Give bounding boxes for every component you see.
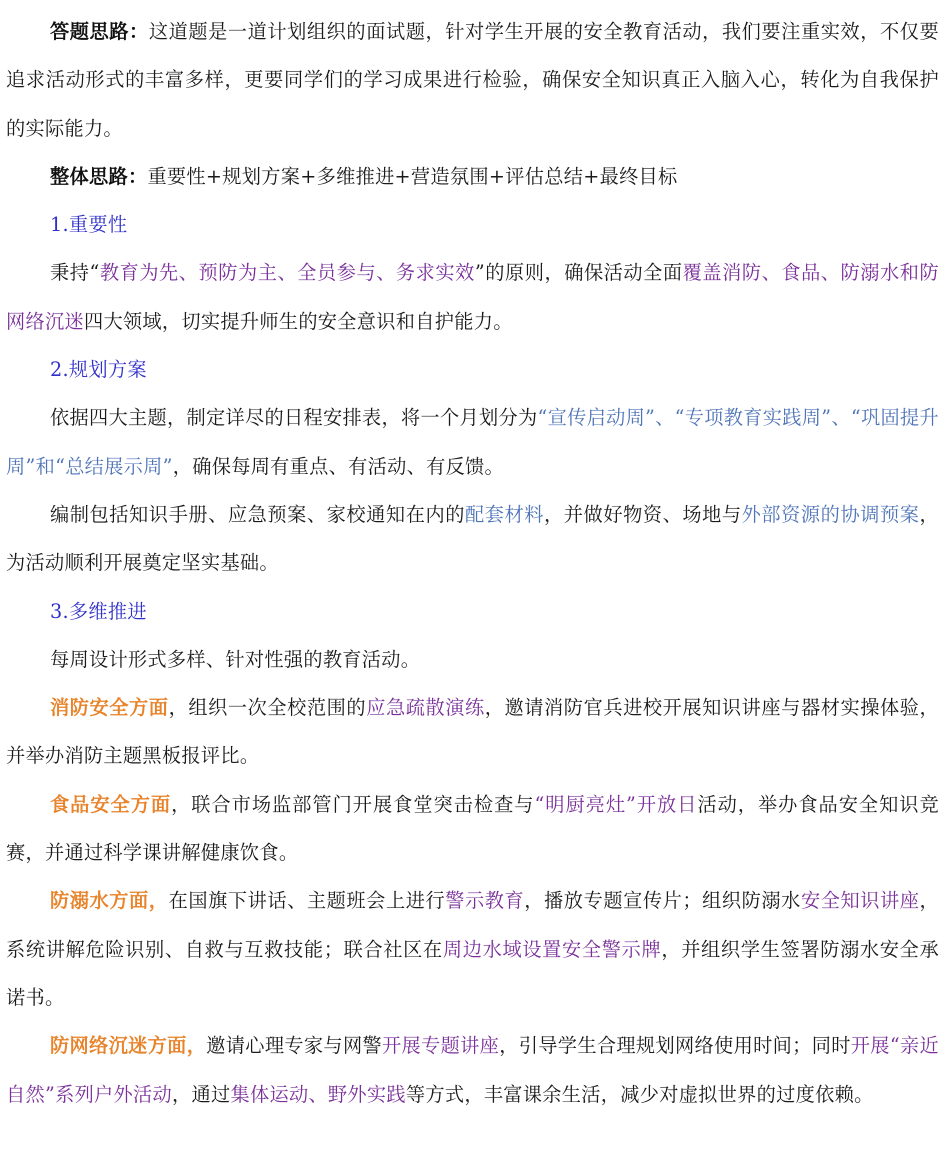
outdoor-activity-highlight: 开展“亲近自然”系列户外活动 bbox=[6, 1034, 939, 1106]
food-safety-label: 食品安全方面 bbox=[50, 792, 172, 816]
section-heading-importance: 1.重要性 bbox=[50, 213, 128, 237]
fire-safety-label: 消防安全方面 bbox=[50, 696, 169, 720]
overall-idea-text: 重要性+规划方案+多维推进+营造氛围+评估总结+最终目标 bbox=[147, 164, 678, 188]
importance-paragraph bbox=[6, 249, 939, 346]
text-span: ，并组织学生签署防溺水安全承诺书。 bbox=[6, 937, 939, 1009]
weeks-highlight: “宣传启动周”、“专项教育实践周”、“巩固提升周”和“总结展示周” bbox=[6, 406, 940, 478]
section-heading-plan: 2.规划方案 bbox=[50, 358, 147, 382]
answer-idea-text: 这道题是一道计划组织的面试题，针对学生开展的安全教育活动，我们要注重实效，不仅要追求活动形式的丰富多样，更要同学们的学习成果进行检验，确保安全知识真正入脑入心，转化为自我保护的实际能力。 bbox=[6, 20, 940, 140]
text-span: 依据四大主题，制定详尽的日程安排表，将一个月划分为 bbox=[50, 406, 538, 430]
drowning-label: 防溺水方面， bbox=[50, 889, 169, 913]
drowning-prevention-paragraph bbox=[6, 877, 939, 1022]
text-span: ，组织一次全校范围的 bbox=[168, 696, 367, 720]
food-safety-paragraph bbox=[6, 781, 939, 878]
principle-highlight: 教育为先、预防为主、全员参与、务求实效 bbox=[99, 261, 475, 285]
sports-practice-highlight: 集体运动、野外实践 bbox=[230, 1082, 406, 1106]
section-heading-multi: 3.多维推进 bbox=[50, 599, 147, 623]
text-span: ，联合市场监部管门开展食堂突击检查与 bbox=[171, 792, 535, 816]
text-span: 在国旗下讲话、主题班会上进行 bbox=[168, 889, 446, 913]
internet-addiction-paragraph bbox=[6, 1022, 939, 1119]
special-lecture-highlight: 开展专题讲座 bbox=[382, 1034, 500, 1058]
warning-education-highlight: 警示教育 bbox=[445, 889, 525, 913]
text-span: ，确保每周有重点、有活动、有反馈。 bbox=[172, 454, 505, 478]
resources-highlight: 外部资源的协调预案 bbox=[741, 502, 920, 526]
text-span: ”的原则，确保活动全面 bbox=[474, 261, 683, 285]
text-span: ，并做好物资、场地与 bbox=[544, 502, 742, 526]
domains-highlight: 覆盖消防、食品、防溺水和防网络沉迷 bbox=[6, 261, 939, 333]
text-span: 邀请心理专家与网警 bbox=[206, 1034, 383, 1058]
text-span: 活动，举办食品安全知识竞赛，并通过科学课讲解健康饮食。 bbox=[6, 792, 939, 865]
text-span: 等方式，丰富课余生活，减少对虚拟世界的过度依赖。 bbox=[405, 1082, 874, 1106]
text-span: 秉持“ bbox=[50, 261, 100, 285]
answer-idea-paragraph bbox=[6, 8, 939, 153]
answer-idea-label: 答题思路： bbox=[50, 20, 149, 43]
text-span: ，系统讲解危险识别、自救与互救技能；联合社区在 bbox=[6, 889, 940, 961]
overall-idea-label: 整体思路： bbox=[50, 164, 148, 188]
text-span: 编制包括知识手册、应急预案、家校通知在内的 bbox=[50, 502, 465, 526]
open-day-highlight: “明厨亮灶”开放日 bbox=[534, 792, 698, 816]
text-span: ，引导学生合理规划网络使用时间；同时 bbox=[499, 1034, 851, 1058]
text-span: ，播放专题宣传片；组织防溺水 bbox=[524, 889, 801, 913]
plan-schedule-paragraph bbox=[6, 394, 939, 491]
text-span: ，通过 bbox=[172, 1082, 231, 1106]
warning-sign-highlight: 周边水域设置安全警示牌 bbox=[442, 937, 662, 961]
text-span: ，为活动顺利开展奠定坚实基础。 bbox=[6, 502, 939, 575]
drill-highlight: 应急疏散演练 bbox=[366, 696, 485, 720]
lecture-highlight: 安全知识讲座 bbox=[800, 889, 920, 913]
text-span: 四大领域，切实提升师生的安全意识和自护能力。 bbox=[83, 309, 513, 333]
internet-label: 防网络沉迷方面， bbox=[50, 1034, 207, 1058]
plan-materials-paragraph bbox=[6, 491, 939, 588]
weekly-design-paragraph: 每周设计形式多样、针对性强的教育活动。 bbox=[50, 647, 421, 671]
overall-idea-paragraph bbox=[6, 153, 939, 201]
text-span: ，邀请消防官兵进校开展知识讲座与器材实操体验，并举办消防主题黑板报评比。 bbox=[6, 696, 939, 768]
materials-highlight: 配套材料 bbox=[464, 502, 545, 526]
fire-safety-paragraph bbox=[6, 684, 939, 781]
